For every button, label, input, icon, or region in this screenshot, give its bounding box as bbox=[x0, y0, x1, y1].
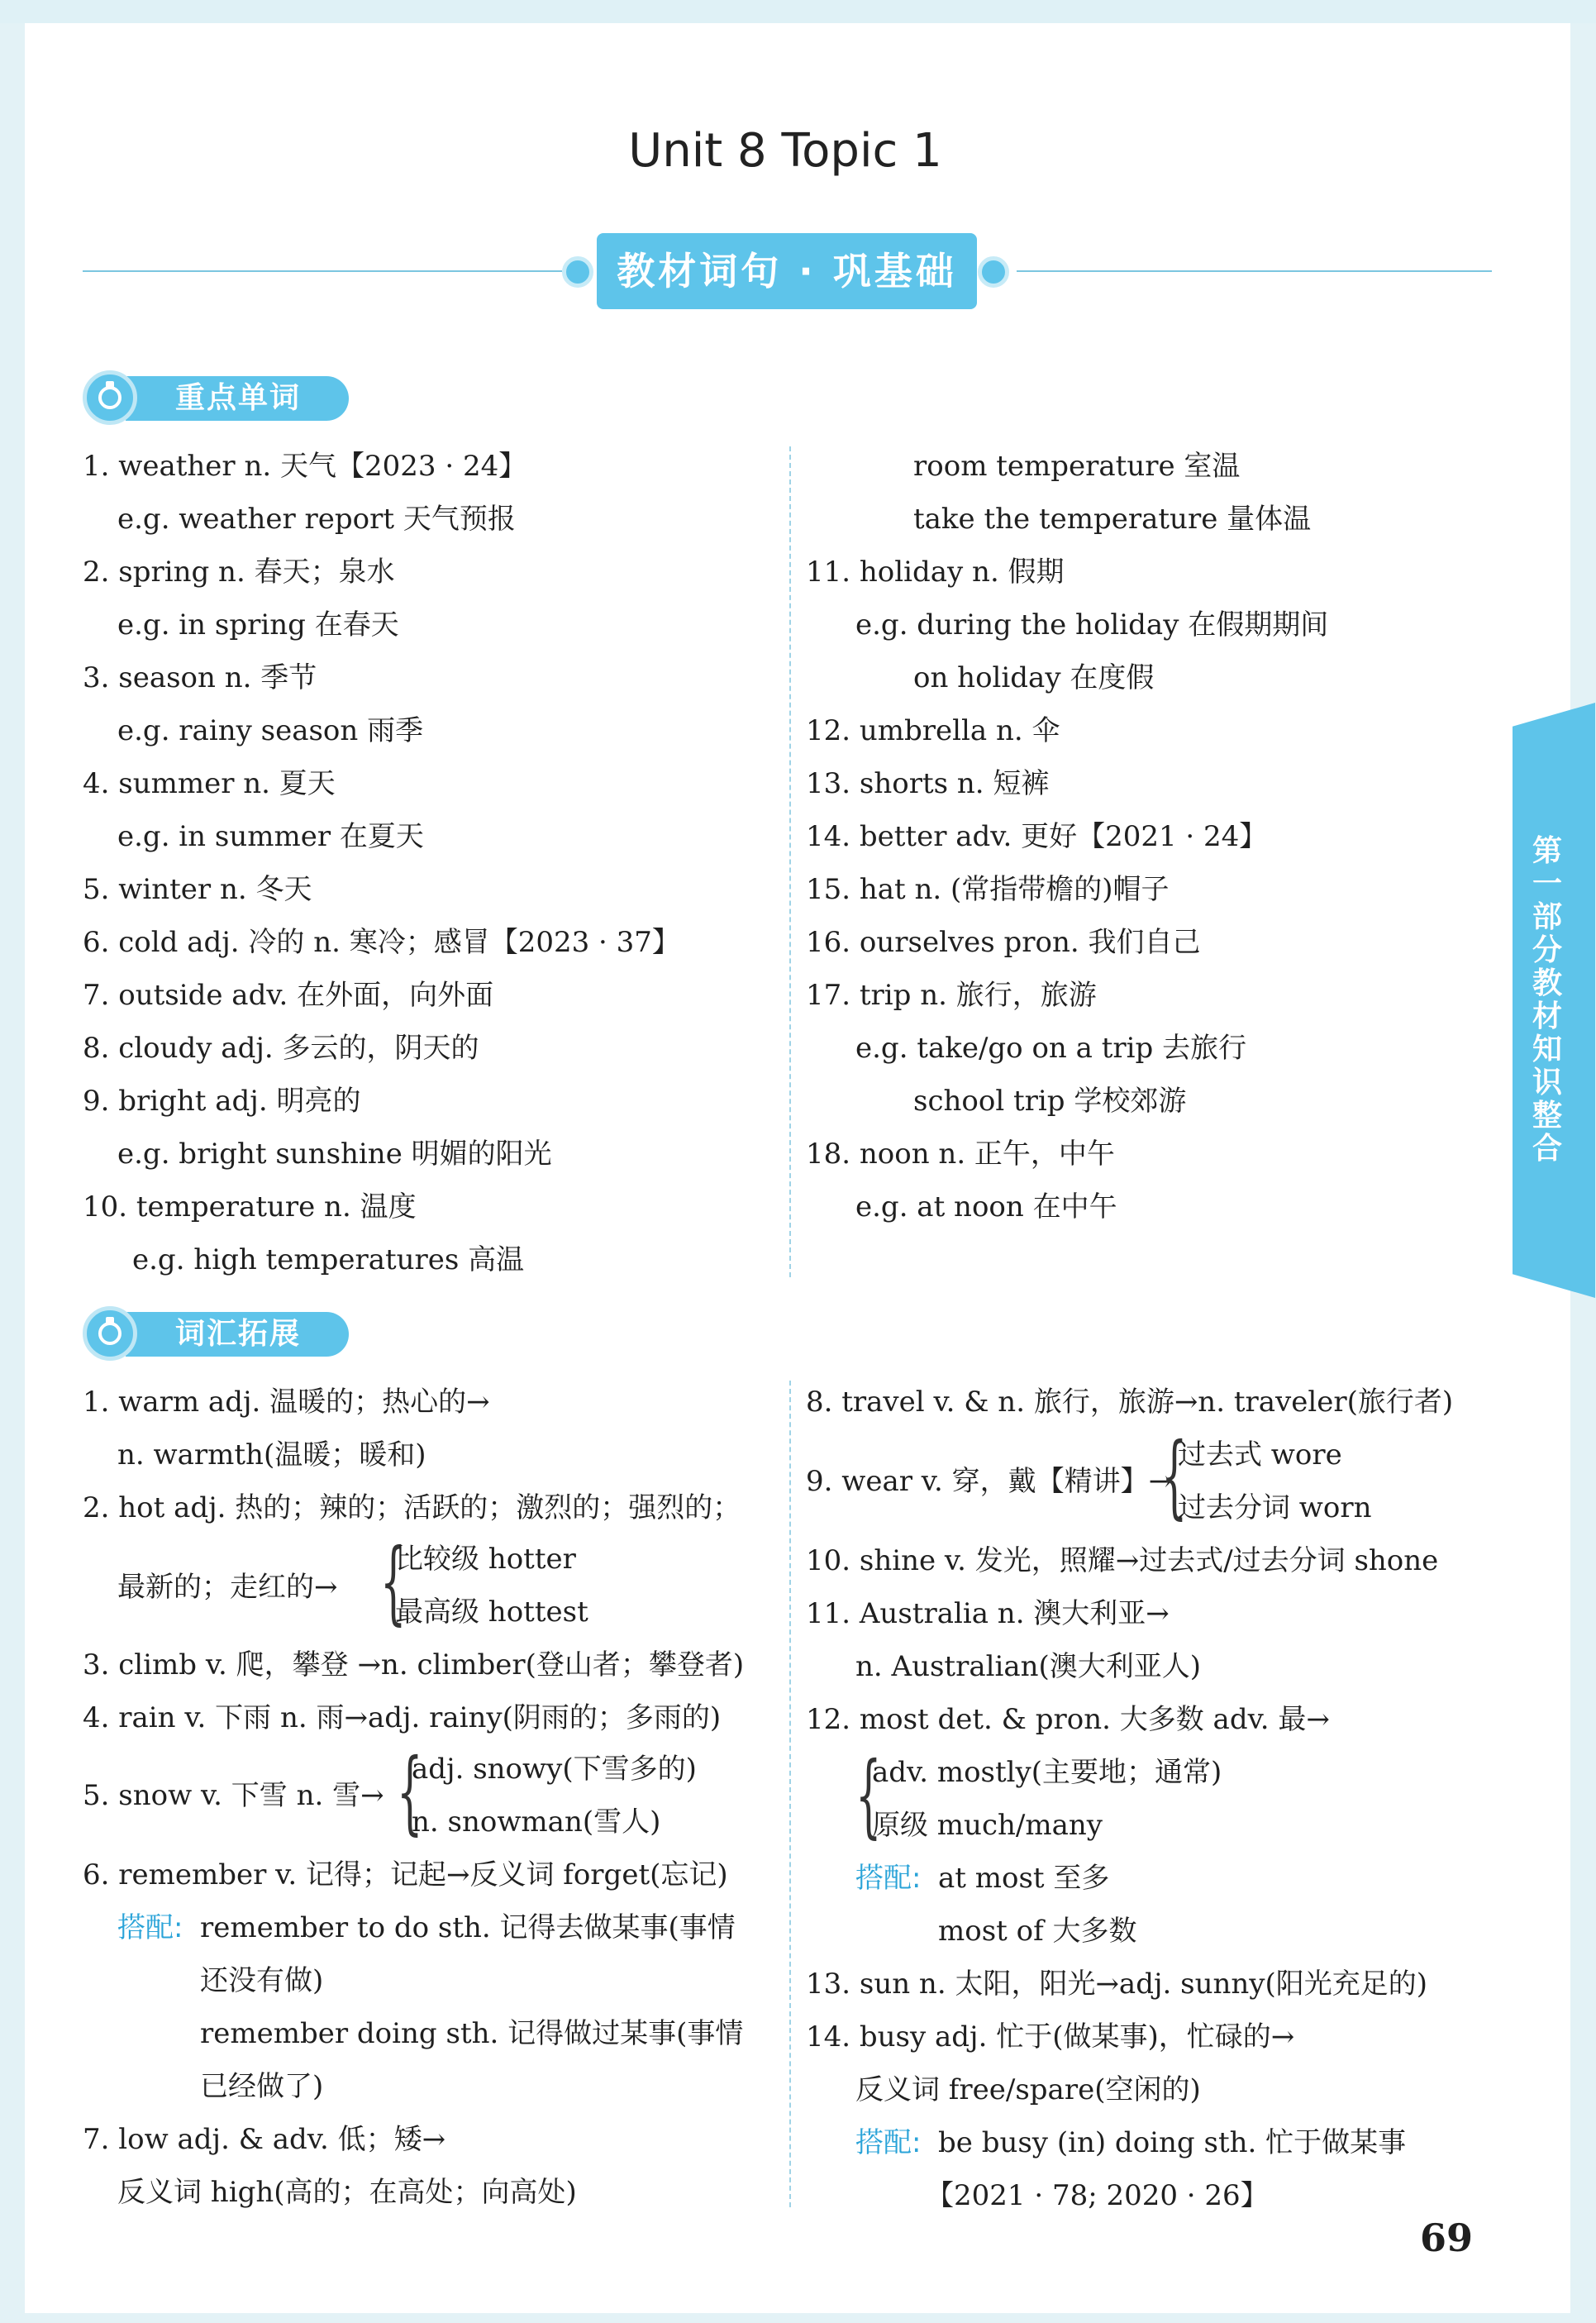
word-entry: 8. travel v. & n. 旅行，旅游→n. traveler(旅行者) bbox=[806, 1386, 1454, 1419]
section-tag-label: 重点单词 bbox=[126, 376, 349, 421]
form-line: 比较级 hotter bbox=[395, 1543, 576, 1576]
exam-reference: 【2021 · 78; 2020 · 26】 bbox=[926, 2179, 1269, 2212]
form-line: adj. snowy(下雪多的) bbox=[412, 1753, 697, 1786]
word-entry: 11. Australia n. 澳大利亚→ bbox=[806, 1597, 1170, 1630]
word-entry: 9. wear v. 穿，戴【精讲】→ bbox=[806, 1465, 1173, 1498]
example-line: e.g. high temperatures 高温 bbox=[132, 1243, 525, 1276]
banner-dot-left bbox=[562, 256, 593, 288]
banner-line-left bbox=[83, 270, 562, 272]
form-line: 过去式 wore bbox=[1178, 1438, 1342, 1472]
word-entry: 1. weather n. 天气【2023 · 24】 bbox=[83, 450, 527, 483]
word-entry: 9. bright adj. 明亮的 bbox=[83, 1085, 361, 1118]
section-tag-label: 词汇拓展 bbox=[126, 1312, 349, 1357]
example-line: take the temperature 量体温 bbox=[913, 503, 1312, 536]
brace: { bbox=[1161, 1423, 1188, 1529]
example-line: room temperature 室温 bbox=[913, 450, 1241, 483]
column-divider bbox=[789, 1381, 791, 2207]
word-entry: 7. low adj. & adv. 低；矮→ bbox=[83, 2123, 446, 2156]
apple-icon bbox=[83, 370, 137, 425]
word-entry: 11. holiday n. 假期 bbox=[806, 556, 1065, 589]
derivative-line: n. warmth(温暖；暖和) bbox=[117, 1438, 426, 1472]
derivative-line: n. Australian(澳大利亚人) bbox=[855, 1650, 1202, 1683]
collocation-line: be busy (in) doing sth. 忙于做某事 bbox=[938, 2126, 1407, 2159]
example-line: e.g. during the holiday 在假期期间 bbox=[855, 608, 1329, 642]
example-line: e.g. at noon 在中午 bbox=[855, 1190, 1117, 1224]
section-banner: 教材词句 · 巩基础 bbox=[597, 233, 977, 309]
collocation-line: most of 大多数 bbox=[938, 1915, 1137, 1948]
column-divider bbox=[789, 446, 791, 1277]
example-line: on holiday 在度假 bbox=[913, 661, 1155, 694]
brace: { bbox=[380, 1529, 407, 1634]
example-line: e.g. in summer 在夏天 bbox=[117, 820, 424, 853]
top-band bbox=[0, 0, 1596, 23]
form-line: 原级 much/many bbox=[872, 1809, 1103, 1842]
word-entry: 13. sun n. 太阳，阳光→adj. sunny(阳光充足的) bbox=[806, 1968, 1428, 2001]
apple-icon bbox=[83, 1306, 137, 1361]
collocation-line: 还没有做) bbox=[200, 1964, 324, 1997]
section-tag-vocab-expansion bbox=[83, 1306, 347, 1361]
collocation-line: 已经做了) bbox=[200, 2070, 324, 2103]
example-line: e.g. weather report 天气预报 bbox=[117, 503, 516, 536]
banner-line-right bbox=[1017, 270, 1492, 272]
word-entry: 2. hot adj. 热的；辣的；活跃的；激烈的；强烈的； bbox=[83, 1491, 741, 1524]
word-entry: 14. busy adj. 忙于(做某事)，忙碌的→ bbox=[806, 2020, 1295, 2053]
word-entry: 10. temperature n. 温度 bbox=[83, 1190, 417, 1224]
brace: { bbox=[855, 1742, 882, 1848]
word-entry: 18. noon n. 正午，中午 bbox=[806, 1138, 1115, 1171]
brace: { bbox=[397, 1739, 423, 1844]
example-line: e.g. bright sunshine 明媚的阳光 bbox=[117, 1138, 552, 1171]
word-entry: 6. cold adj. 冷的 n. 寒冷；感冒【2023 · 37】 bbox=[83, 926, 680, 959]
example-line: e.g. in spring 在春天 bbox=[117, 608, 399, 642]
section-tag-key-words bbox=[83, 370, 347, 425]
word-entry: 14. better adv. 更好【2021 · 24】 bbox=[806, 820, 1268, 853]
derivative-line: 反义词 free/spare(空闲的) bbox=[855, 2073, 1201, 2106]
form-line: 最高级 hottest bbox=[395, 1596, 588, 1629]
word-entry: 12. most det. & pron. 大多数 adv. 最→ bbox=[806, 1703, 1330, 1736]
word-entry: 10. shine v. 发光，照耀→过去式/过去分词 shone bbox=[806, 1544, 1439, 1577]
word-entry: 7. outside adv. 在外面，向外面 bbox=[83, 979, 494, 1012]
example-line: school trip 学校郊游 bbox=[913, 1085, 1187, 1118]
example-line: e.g. rainy season 雨季 bbox=[117, 714, 424, 747]
derivative-line: 最新的；走红的→ bbox=[117, 1571, 338, 1604]
derivative-line: 反义词 high(高的；在高处；向高处) bbox=[117, 2176, 577, 2209]
form-line: 过去分词 worn bbox=[1178, 1491, 1372, 1524]
form-line: adv. mostly(主要地；通常) bbox=[872, 1756, 1222, 1789]
side-tab-label: 第一部分 教材知识整合 bbox=[1532, 834, 1562, 1166]
collocation-line: remember doing sth. 记得做过某事(事情 bbox=[200, 2017, 744, 2050]
word-entry: 4. summer n. 夏天 bbox=[83, 767, 336, 800]
example-line: e.g. take/go on a trip 去旅行 bbox=[855, 1032, 1247, 1065]
word-entry: 3. season n. 季节 bbox=[83, 661, 317, 694]
word-entry: 5. snow v. 下雪 n. 雪→ bbox=[83, 1779, 384, 1812]
word-entry: 3. climb v. 爬，攀登 →n. climber(登山者；攀登者) bbox=[83, 1648, 745, 1681]
word-entry: 16. ourselves pron. 我们自己 bbox=[806, 926, 1201, 959]
page-number: 69 bbox=[1420, 2216, 1474, 2260]
word-entry: 13. shorts n. 短裤 bbox=[806, 767, 1050, 800]
collocation-tag: 搭配: bbox=[855, 2126, 922, 2159]
word-entry: 17. trip n. 旅行，旅游 bbox=[806, 979, 1097, 1012]
word-entry: 15. hat n. (常指带檐的)帽子 bbox=[806, 873, 1170, 906]
word-entry: 5. winter n. 冬天 bbox=[83, 873, 312, 906]
collocation-tag: 搭配: bbox=[855, 1862, 922, 1895]
word-entry: 12. umbrella n. 伞 bbox=[806, 714, 1060, 747]
word-entry: 2. spring n. 春天；泉水 bbox=[83, 556, 395, 589]
collocation-line: remember to do sth. 记得去做某事(事情 bbox=[200, 1911, 736, 1944]
collocation-tag: 搭配: bbox=[117, 1911, 183, 1944]
page-title: Unit 8 Topic 1 bbox=[628, 124, 942, 178]
word-entry: 6. remember v. 记得；记起→反义词 forget(忘记) bbox=[83, 1858, 728, 1891]
word-entry: 8. cloudy adj. 多云的，阴天的 bbox=[83, 1032, 479, 1065]
collocation-line: at most 至多 bbox=[938, 1862, 1110, 1895]
word-entry: 1. warm adj. 温暖的；热心的→ bbox=[83, 1386, 490, 1419]
word-entry: 4. rain v. 下雨 n. 雨→adj. rainy(阴雨的；多雨的) bbox=[83, 1701, 722, 1734]
form-line: n. snowman(雪人) bbox=[412, 1805, 661, 1839]
banner-dot-right bbox=[978, 256, 1009, 288]
